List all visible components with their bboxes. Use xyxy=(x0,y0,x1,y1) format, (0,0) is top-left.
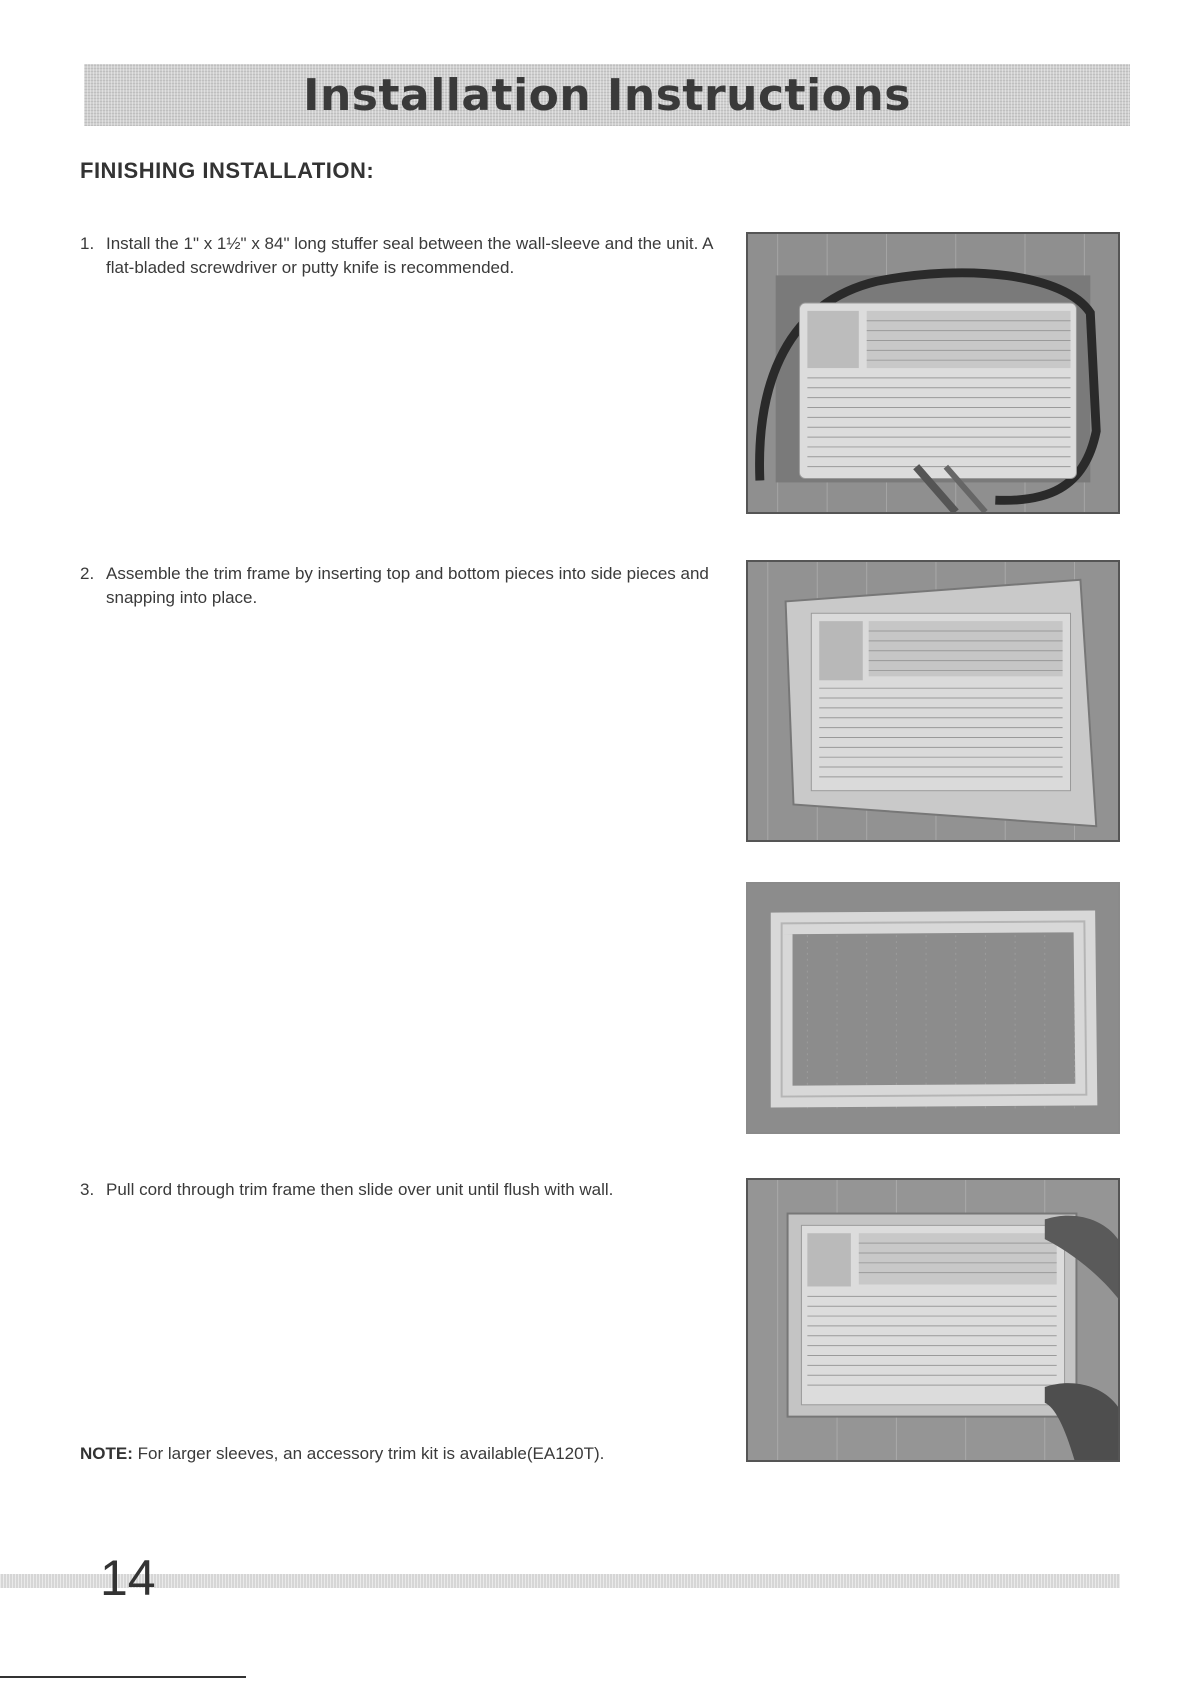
step-text: Pull cord through trim frame then slide over unit until flush with wall. xyxy=(106,1180,614,1199)
photo-trim-frame xyxy=(746,882,1120,1134)
step-number: 2. xyxy=(80,564,95,583)
section-heading: FINISHING INSTALLATION: xyxy=(80,158,375,183)
page-number: 14 xyxy=(100,1550,156,1606)
bottom-rule xyxy=(0,1676,246,1678)
note-text: For larger sleeves, an accessory trim kit is available(EA120T). xyxy=(132,1444,605,1463)
page-title: Installation Instructions xyxy=(303,69,911,121)
trim-frame-image xyxy=(748,884,1118,1132)
photo-trim-frame-assembled xyxy=(746,560,1120,842)
step-3 xyxy=(80,1178,720,1202)
note xyxy=(80,1444,604,1464)
step-1 xyxy=(80,232,720,280)
footer-band xyxy=(0,1574,1120,1588)
step-number: 1. xyxy=(80,234,95,253)
step-text: Install the 1" x 1½" x 84" long stuffer seal between the wall-sleeve and the unit. A flat-bladed screwdriver or putty knife is recommended. xyxy=(106,234,713,277)
step-text: Assemble the trim frame by inserting top and bottom pieces into side pieces and snapping into place. xyxy=(106,564,709,607)
install-trim-image xyxy=(748,1180,1118,1460)
note-label: NOTE: xyxy=(80,1444,133,1463)
photo-stuffer-seal xyxy=(746,232,1120,514)
air-conditioner-seal-image xyxy=(748,234,1118,512)
header-band xyxy=(84,64,1130,126)
step-2 xyxy=(80,562,720,610)
step-number: 3. xyxy=(80,1180,95,1199)
photo-slide-trim-over-unit xyxy=(746,1178,1120,1462)
air-conditioner-trim-image xyxy=(748,562,1118,840)
